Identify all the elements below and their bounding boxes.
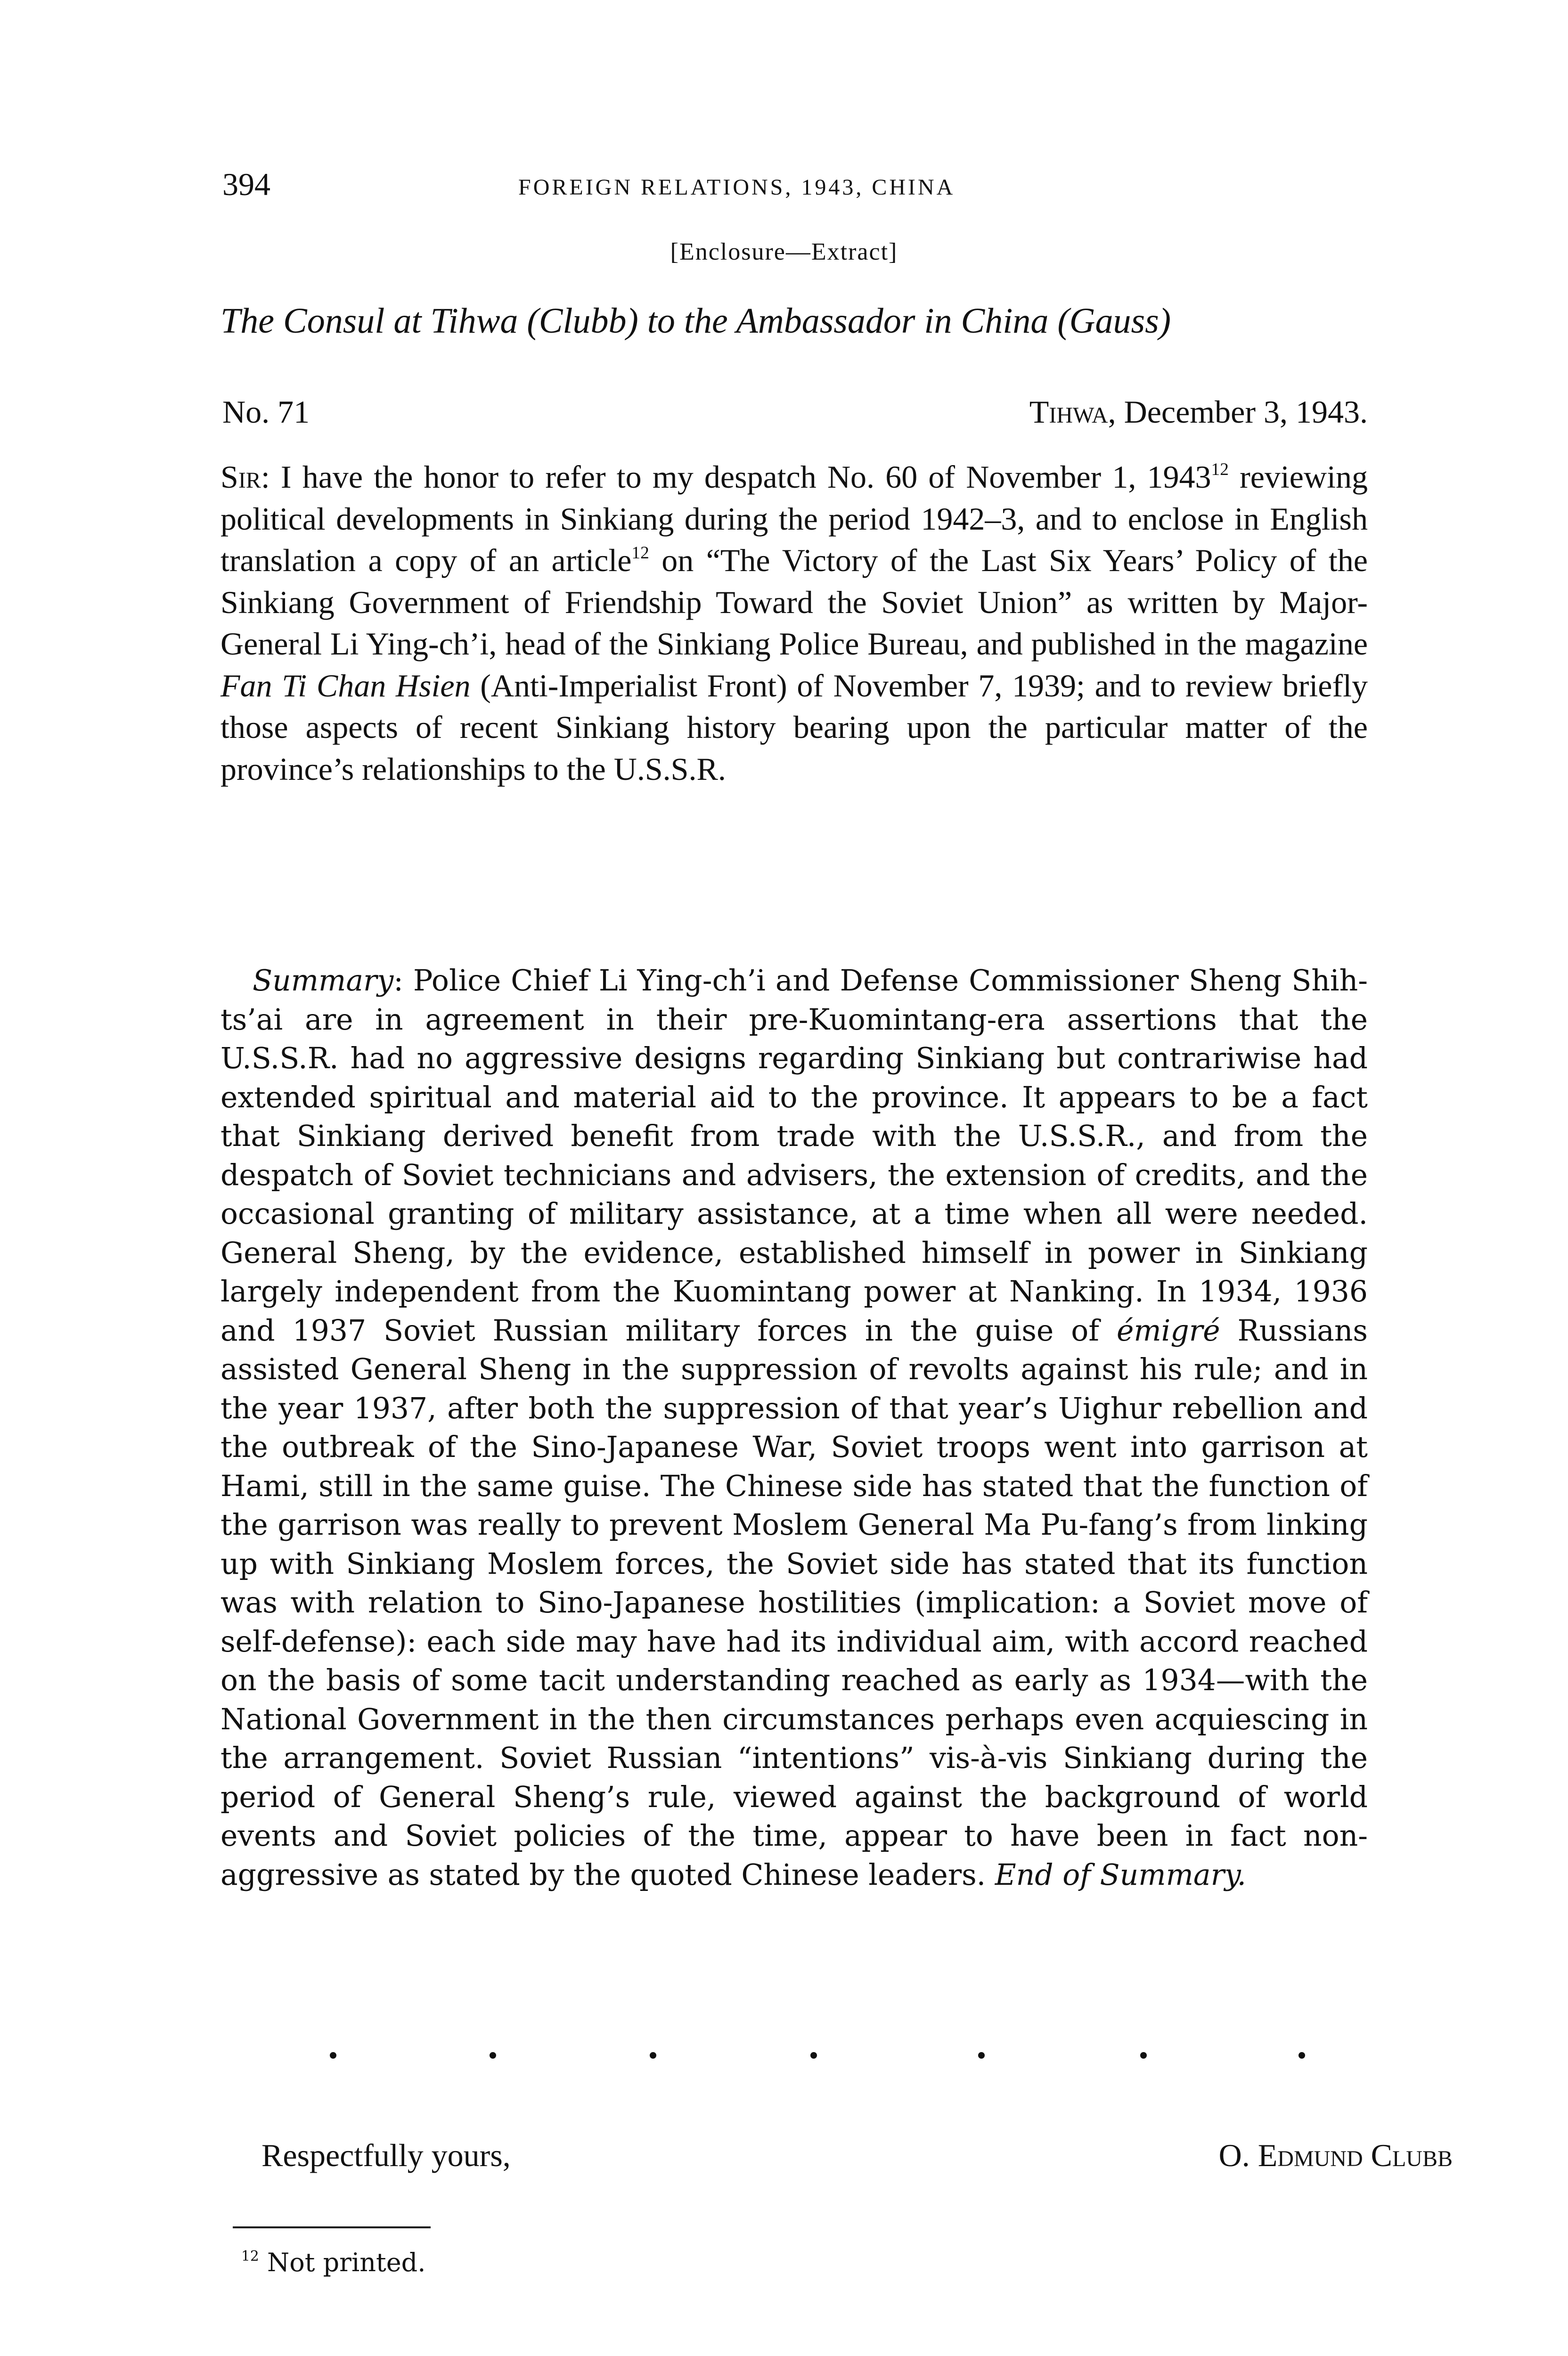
dateline-place: Tihwa	[1029, 394, 1108, 430]
ellipsis-dot	[490, 2052, 496, 2059]
footnote-rule	[233, 2226, 431, 2228]
footnote-ref: 12	[1211, 459, 1229, 479]
summary-text-2: Russians assisted General Sheng in the suppression of revolts against his rule; and in the year 1937, after both the suppression of that year’s Uighur rebellion and the outbreak of the Sino-Japanese War, Soviet troops went into garrison at Hami, still in the same guise. The Chinese side has stated that the function of the garrison was really to prevent Moslem General Ma Pu-fang’s from linking up with Sinkiang Moslem forces, the Soviet side has stated that its function was with relation to Sino-Japanese hostilities (implication: a Soviet move of self-defense): each side may have had its individual aim, with accord reached on the basis of some tacit understanding reached as early as 1934—with the National Government in the then circumstances perhaps even acquiescing in the arrangement. Soviet Russian “intentions” vis-à-vis Sinkiang during the period of General Sheng’s rule, viewed against the background of world events and Soviet policies of the time, appear to have been in fact non-aggressive as stated by the quoted Chinese leaders.	[220, 1313, 1368, 1892]
dateline	[1029, 393, 1368, 431]
summary-text-1: : Police Chief Li Ying-ch’i and Defense Commissioner Sheng Shih-ts’ai are in agreement in their pre-Kuomintang-era assertions that the U.S.S.R. had no aggressive designs regarding Sinkiang but contrariwise had extended spiritual and material aid to the province. It appears to be a fact that Sinkiang derived benefit from trade with the U.S.S.R., and from the despatch of Soviet technicians and advisers, the extension of credits, and the occasional granting of military assistance, at a time when all were needed. General Sheng, by the evidence, established himself in power in Sinkiang largely independent from the Kuomintang power at Nanking. In 1934, 1936 and 1937 Soviet Russian military forces in the guise of	[220, 964, 1368, 1348]
running-head: FOREIGN RELATIONS, 1943, CHINA	[518, 175, 956, 200]
ellipsis-dot	[1298, 2052, 1305, 2059]
ellipsis-dots	[0, 2052, 1568, 2071]
magazine-title: Fan Ti Chan Hsien	[220, 667, 471, 704]
footnote	[241, 2248, 425, 2277]
summary-label: Summary	[253, 964, 394, 998]
ellipsis-dot	[650, 2052, 656, 2059]
ellipsis-dot	[330, 2052, 336, 2059]
letter-text-1: : I have the honor to refer to my despatch No. 60 of November 1, 1943	[261, 459, 1211, 495]
ellipsis-dot	[1140, 2052, 1147, 2059]
ellipsis-dot	[978, 2052, 985, 2059]
ellipsis-dot	[810, 2052, 817, 2059]
document-title: The Consul at Tihwa (Clubb) to the Ambassador in China (Gauss)	[220, 301, 1171, 341]
end-of-summary: End of Summary.	[995, 1857, 1247, 1892]
footnote-mark: 12	[241, 2248, 259, 2265]
emigre-word: émigré	[1116, 1313, 1220, 1348]
footnote-ref: 12	[631, 543, 649, 563]
despatch-number: No. 71	[222, 394, 310, 430]
enclosure-label: [Enclosure—Extract]	[670, 238, 898, 265]
footnote-text: Not printed.	[259, 2248, 426, 2277]
letter-text-4: (Anti-Imperialist Front) of November 7, 1939; and to review briefly those aspects of recent Sinkiang history bearing upon the particular matter of the province’s relationships to the U.S.S.R.	[220, 667, 1368, 787]
signature: O. Edmund Clubb	[1218, 2137, 1453, 2173]
summary-paragraph	[220, 961, 1368, 1894]
letter-text-3: on “The Victory of the Last Six Years’ Policy of the Sinkiang Government of Friendship Toward the Soviet Union” as written by Major-General Li Ying-ch’i, head of the Sinkiang Police Bureau, and published in the magazine	[220, 542, 1368, 662]
closing: Respectfully yours,	[261, 2137, 511, 2173]
letter-text-2: reviewing political developments in Sinkiang during the period 1942–3, and to enclose in English translation a copy of an article	[220, 459, 1368, 578]
dateline-date: , December 3, 1943.	[1108, 394, 1368, 430]
salutation: Sir	[220, 459, 261, 495]
letter-body	[220, 456, 1368, 790]
page-number: 394	[222, 166, 270, 202]
